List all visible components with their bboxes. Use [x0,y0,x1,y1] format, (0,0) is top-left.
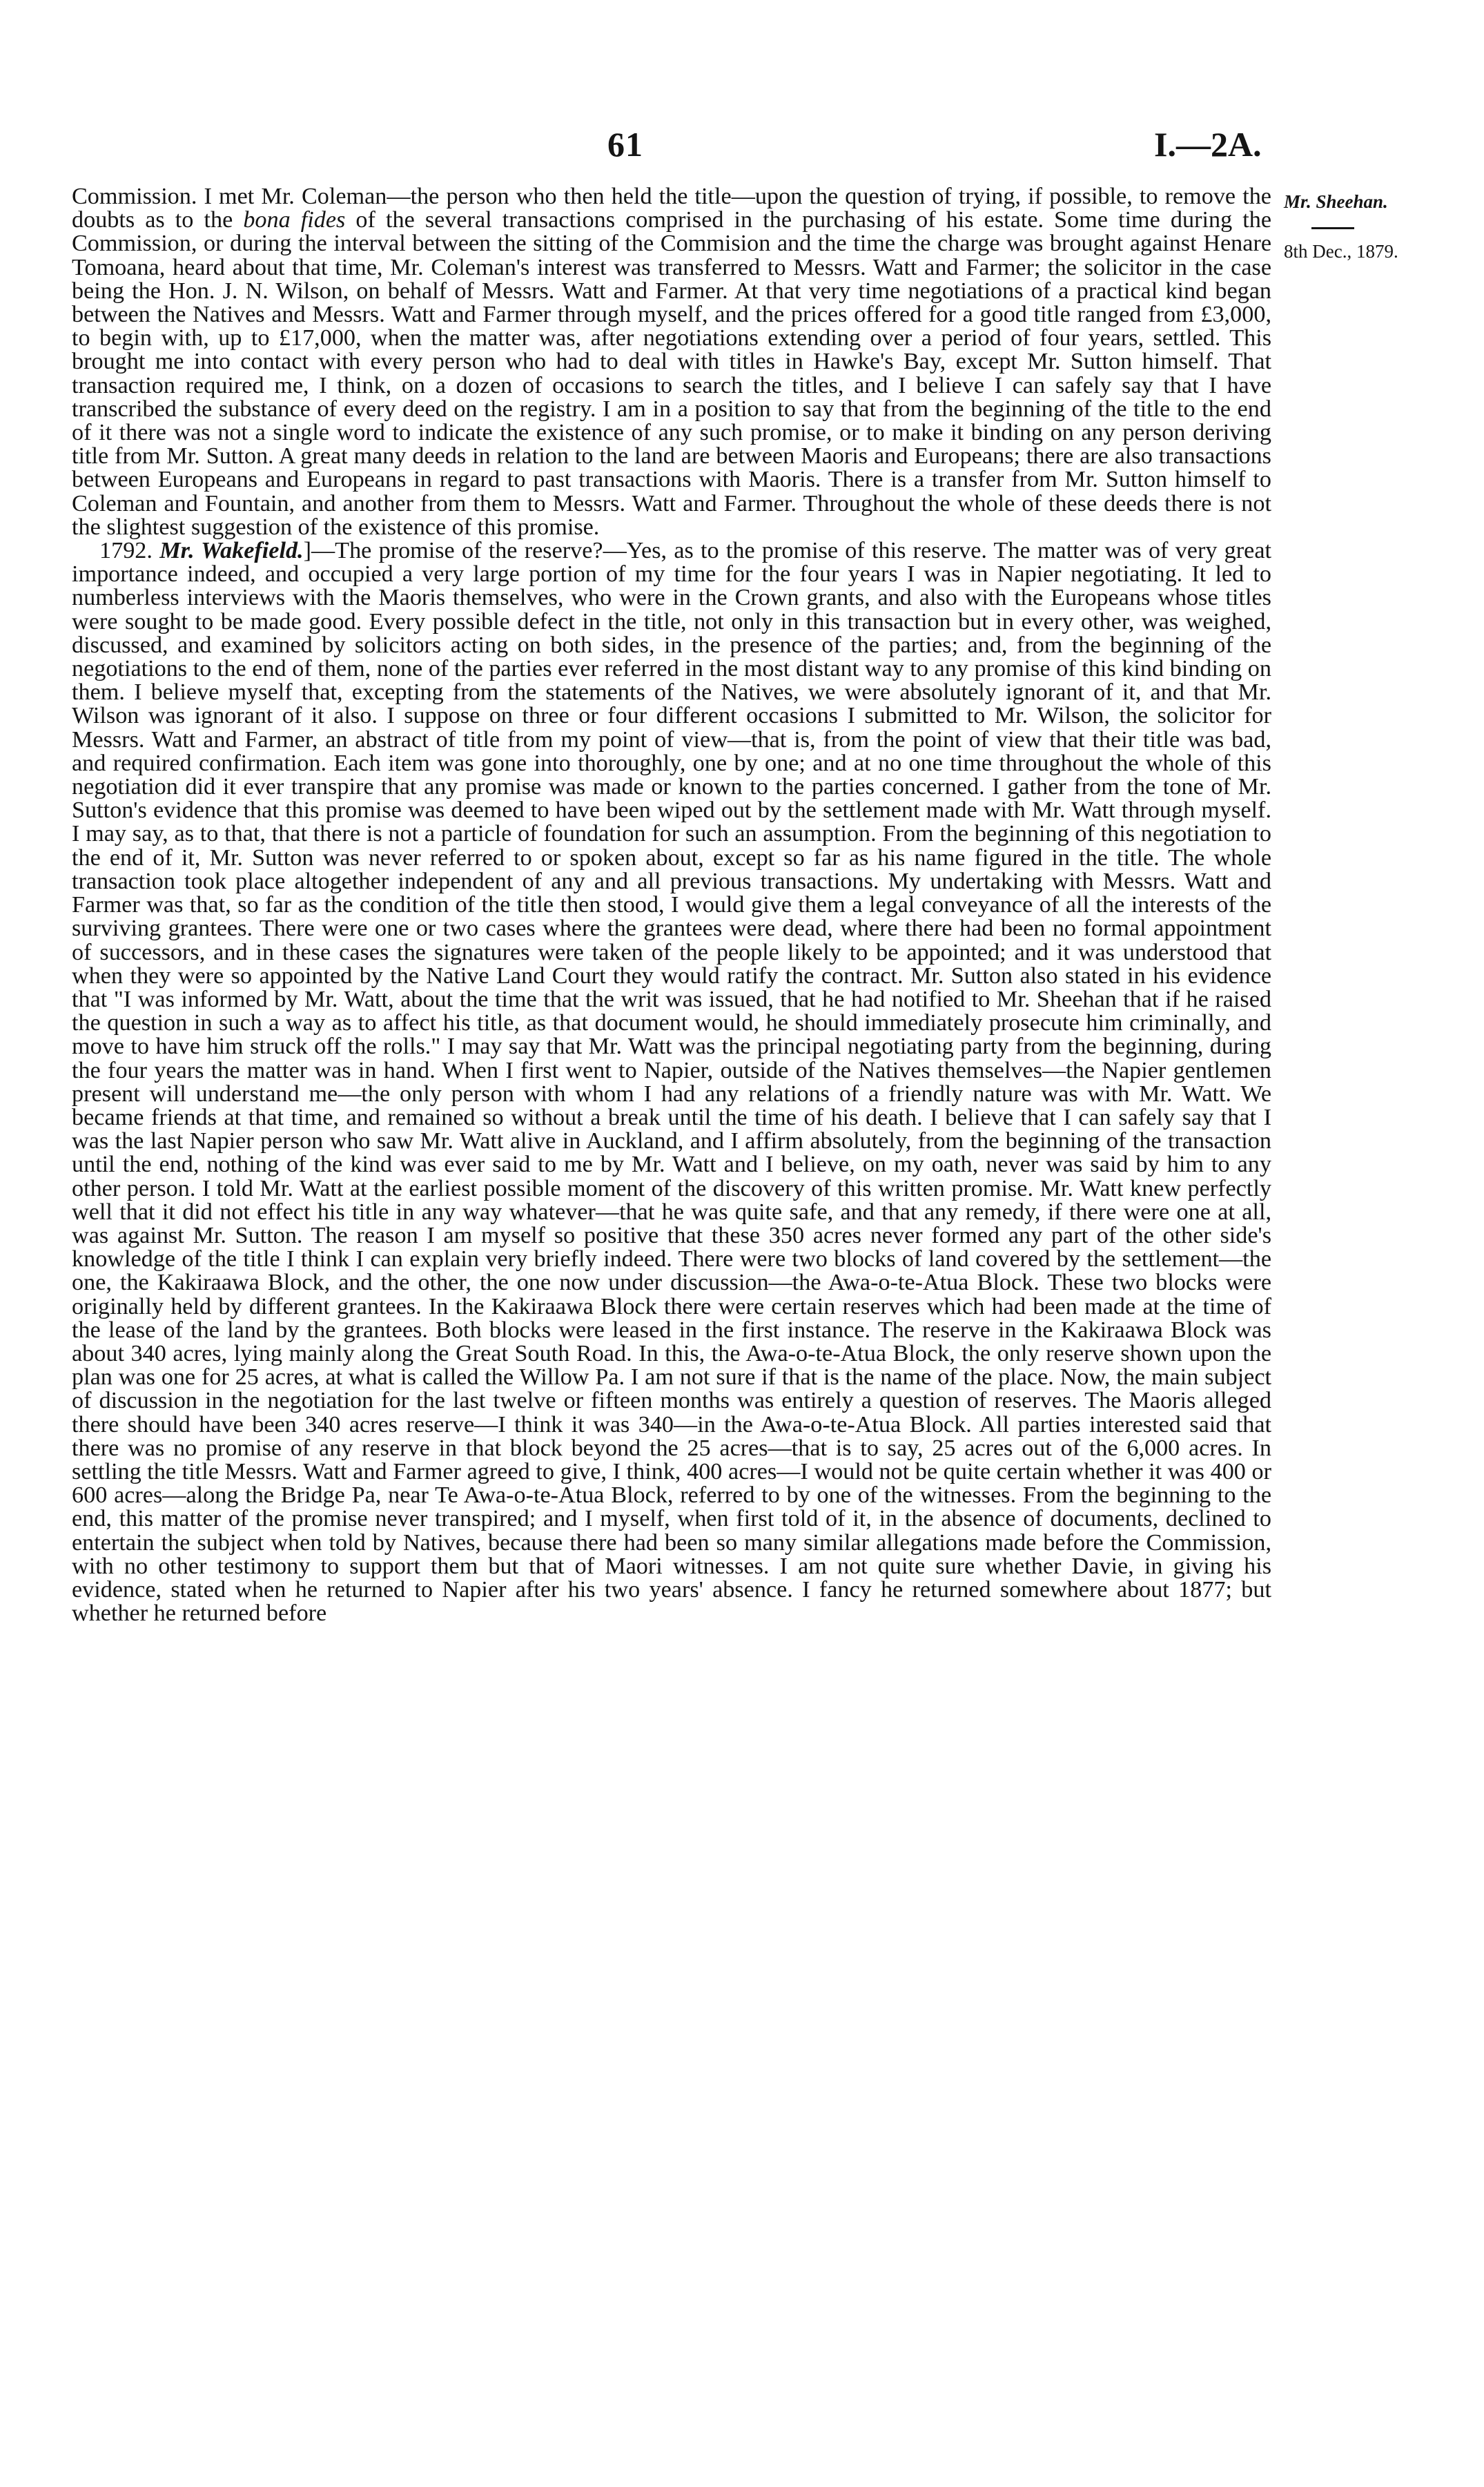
margin-notes [1284,188,1481,265]
document-reference: I.—2A. [1154,125,1262,164]
body-text [72,185,1271,1625]
page-header [0,124,1484,166]
question-number: 1792. [99,538,160,564]
paragraph-commission [72,185,1271,539]
margin-speaker: Mr. Sheehan. [1284,191,1388,212]
paragraph-text: of the several transactions comprised in the purchasing of his estate. Some time during the Commission, or during the interval between the sitting of the Commision and the time the charge was brought against Henare Tomoana, heard about that time, Mr. Coleman's interest was transferred to Messrs. Watt and Farmer; the solicitor in the case being the Hon. J. N. Wilson, on behalf of Messrs. Watt and Farmer. At that very time negotiations of a practical kind began between the Natives and Messrs. Watt and Farmer through myself, and the prices offered for a good title ranged from £3,000, to begin with, up to £17,000, when the matter was, after negotiations extending over a period of four years, settled. This brought me into contact with every person who had to deal with titles in Hawke's Bay, except Mr. Sutton himself. That transaction required me, I think, on a dozen of occasions to search the titles, and I believe I can safely say that I have transcribed the substance of every deed on the registry. I am in a position to say that from the beginning of the title to the end of it there was not a single word to indicate the existence of any such promise, or to make it binding on any person deriving title from Mr. Sutton. A great many deeds in relation to the land are between Maoris and Europeans; there are also transactions between Europeans and Europeans in regard to past transactions with Maoris. There is a transfer from Mr. Sutton himself to Coleman and Fountain, and another from them to Messrs. Watt and Farmer. Throughout the whole of these deeds there is not the slightest suggestion of the existence of this promise. [72,207,1272,540]
margin-date: 8th Dec., 1879. [1284,240,1398,262]
questioner-name: Mr. Wakefield. [159,538,304,564]
italic-phrase: bona fides [243,207,346,233]
paragraph-text: Commission. I met Mr. Coleman—the person who then held the title—upon the question of trying, if possible, to remove the doubts as to the [72,184,1271,233]
paragraph-question-1792 [72,539,1271,1625]
paragraph-text: ]—The promise of the reserve?—Yes, as to the promise of this reserve. The matter was of very great importance indeed, and occupied a very large portion of my time for the four years I was in Napier negotiating. It led to numberless interviews with the Maoris themselves, who were in the Crown grants, and also with the Europeans whose titles were sought to be made good. Every possible defect in the title, not only in this transaction but in every other, was weighed, discussed, and examined by solicitors acting on both sides, in the presence of the parties; and, from the beginning of the negotiations to the end of them, none of the parties ever referred in the most distant way to any promise of this kind binding on them. I believe myself that, excepting from the statements of the Natives, we were absolutely ignorant of it, and that Mr. Wilson was ignorant of it also. I suppose on three or four different occasions I submitted to Mr. Wilson, the solicitor for Messrs. Watt and Farmer, an abstract of title from my point of view—that is, from the point of view that their title was bad, and required confirmation. Each item was gone into thoroughly, one by one; and at no one time throughout the whole of this negotiation did it ever transpire that any promise was made or known to the parties concerned. I gather from the tone of Mr. Sutton's evidence that this promise was deemed to have been wiped out by the settlement made with Mr. Watt through myself. I may say, as to that, that there is not a particle of foundation for such an assumption. From the beginning of this negotiation to the end of it, Mr. Sutton was never referred to or spoken about, except so far as his name figured in the title. The whole transaction took place altogether independent of any and all previous transactions. My undertaking with Messrs. Watt and Farmer was that, so far as the condition of the title then stood, I would give them a legal conveyance of all the interests of the surviving grantees. There were one or two cases where the grantees were dead, where there had been no formal appointment of successors, and in these cases the signatures were taken of the people likely to be appointed; and it was understood that when they were so appointed by the Native Land Court they would ratify the contract. Mr. Sutton also stated in his evidence that "I was informed by Mr. Watt, about the time that the writ was issued, that he had notified to Mr. Sheehan that if he raised the question in such a way as to affect his title, as that document would, he should immediately prosecute him criminally, and move to have him struck off the rolls." I may say that Mr. Watt was the principal negotiating party from the beginning, during the four years the matter was in hand. When I first went to Napier, outside of the Natives themselves—the Napier gentlemen present will understand me—the only person with whom I had any relations of a friendly nature was with Mr. Watt. We became friends at that time, and remained so without a break until the time of his death. I believe that I can safely say that I was the last Napier person who saw Mr. Watt alive in Auckland, and I affirm absolutely, from the beginning of the transaction until the end, nothing of the kind was ever said to me by Mr. Watt and I believe, on my oath, never was said by him to any other person. I told Mr. Watt at the earliest possible moment of the discovery of this written promise. Mr. Watt knew perfectly well that it did not effect his title in any way whatever—that he was quite safe, and that any remedy, if there were one at all, was against Mr. Sutton. The reason I am myself so positive that these 350 acres never formed any part of the other side's knowledge of the title I think I can explain very briefly indeed. There were two blocks of land covered by the settlement—the one, the Kakiraawa Block, and the other, the one now under discussion—the Awa-o-te-Atua Block. These two blocks were originally held by different grantees. In the Kakiraawa Block there were certain reserves which had been made at the time of the lease of the land by the grantees. Both blocks were leased in the first instance. The reserve in the Kakiraawa Block was about 340 acres, lying mainly along the Great South Road. In this, the Awa-o-te-Atua Block, the only reserve shown upon the plan was one for 25 acres, at what is called the Willow Pa. I am not sure if that is the name of the place. Now, the main subject of discussion in the negotiation for the last twelve or fifteen months was entirely a question of reserves. The Maoris alleged there should have been 340 acres reserve—I think it was 340—in the Awa-o-te-Atua Block. All parties interested said that there was no promise of any reserve in that block beyond the 25 acres—that is to say, 25 acres out of the 6,000 acres. In settling the title Messrs. Watt and Farmer agreed to give, I think, 400 acres—I would not be quite certain whether it was 400 or 600 acres—along the Bridge Pa, near Te Awa-o-te-Atua Block, referred to by one of the witnesses. From the beginning to the end, this matter of the promise never transpired; and I myself, when first told of it, in the absence of documents, declined to entertain the subject when told by Natives, because there had been so many similar allegations made before the Commission, with no other testimony to support them but that of Maori witnesses. I am not quite sure whether Davie, in giving his evidence, stated when he returned to Napier after his two years' absence. I fancy he returned somewhere about 1877; but whether he returned before [72,538,1271,1627]
margin-rule [1311,227,1354,229]
page-number: 61 [607,125,643,164]
